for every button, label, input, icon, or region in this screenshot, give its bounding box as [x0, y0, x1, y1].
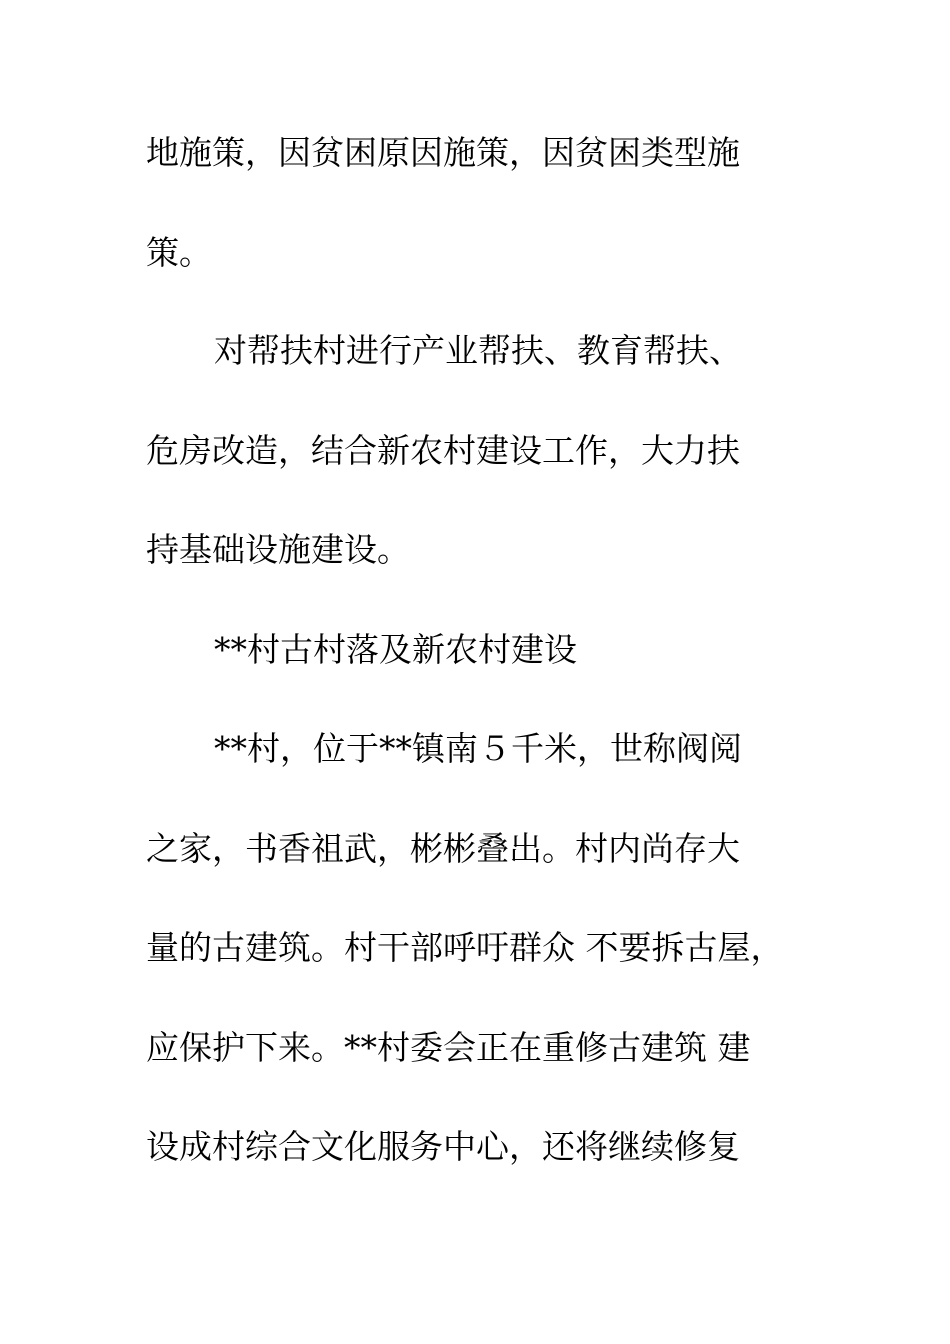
paragraph-line-5: 持基础设施建设。	[146, 530, 410, 569]
paragraph-line-9: 量的古建筑。村干部呼吁群众 不要拆古屋，	[146, 928, 784, 967]
paragraph-line-4: 危房改造，结合新农村建设工作，大力扶	[146, 431, 740, 470]
section-heading: **村古村落及新农村建设	[214, 630, 577, 669]
paragraph-line-1: 地施策，因贫困原因施策，因贫困类型施	[146, 133, 740, 172]
paragraph-line-7: **村，位于**镇南５千米，世称阀阅	[214, 729, 742, 768]
paragraph-line-11: 设成村综合文化服务中心，还将继续修复	[146, 1127, 740, 1166]
paragraph-line-3: 对帮扶村进行产业帮扶、教育帮扶、	[214, 331, 742, 370]
paragraph-line-8: 之家，书香祖武，彬彬叠出。村内尚存大	[146, 829, 740, 868]
paragraph-line-10: 应保护下来。**村委会正在重修古建筑 建	[146, 1028, 751, 1067]
paragraph-line-2: 策。	[146, 233, 212, 272]
